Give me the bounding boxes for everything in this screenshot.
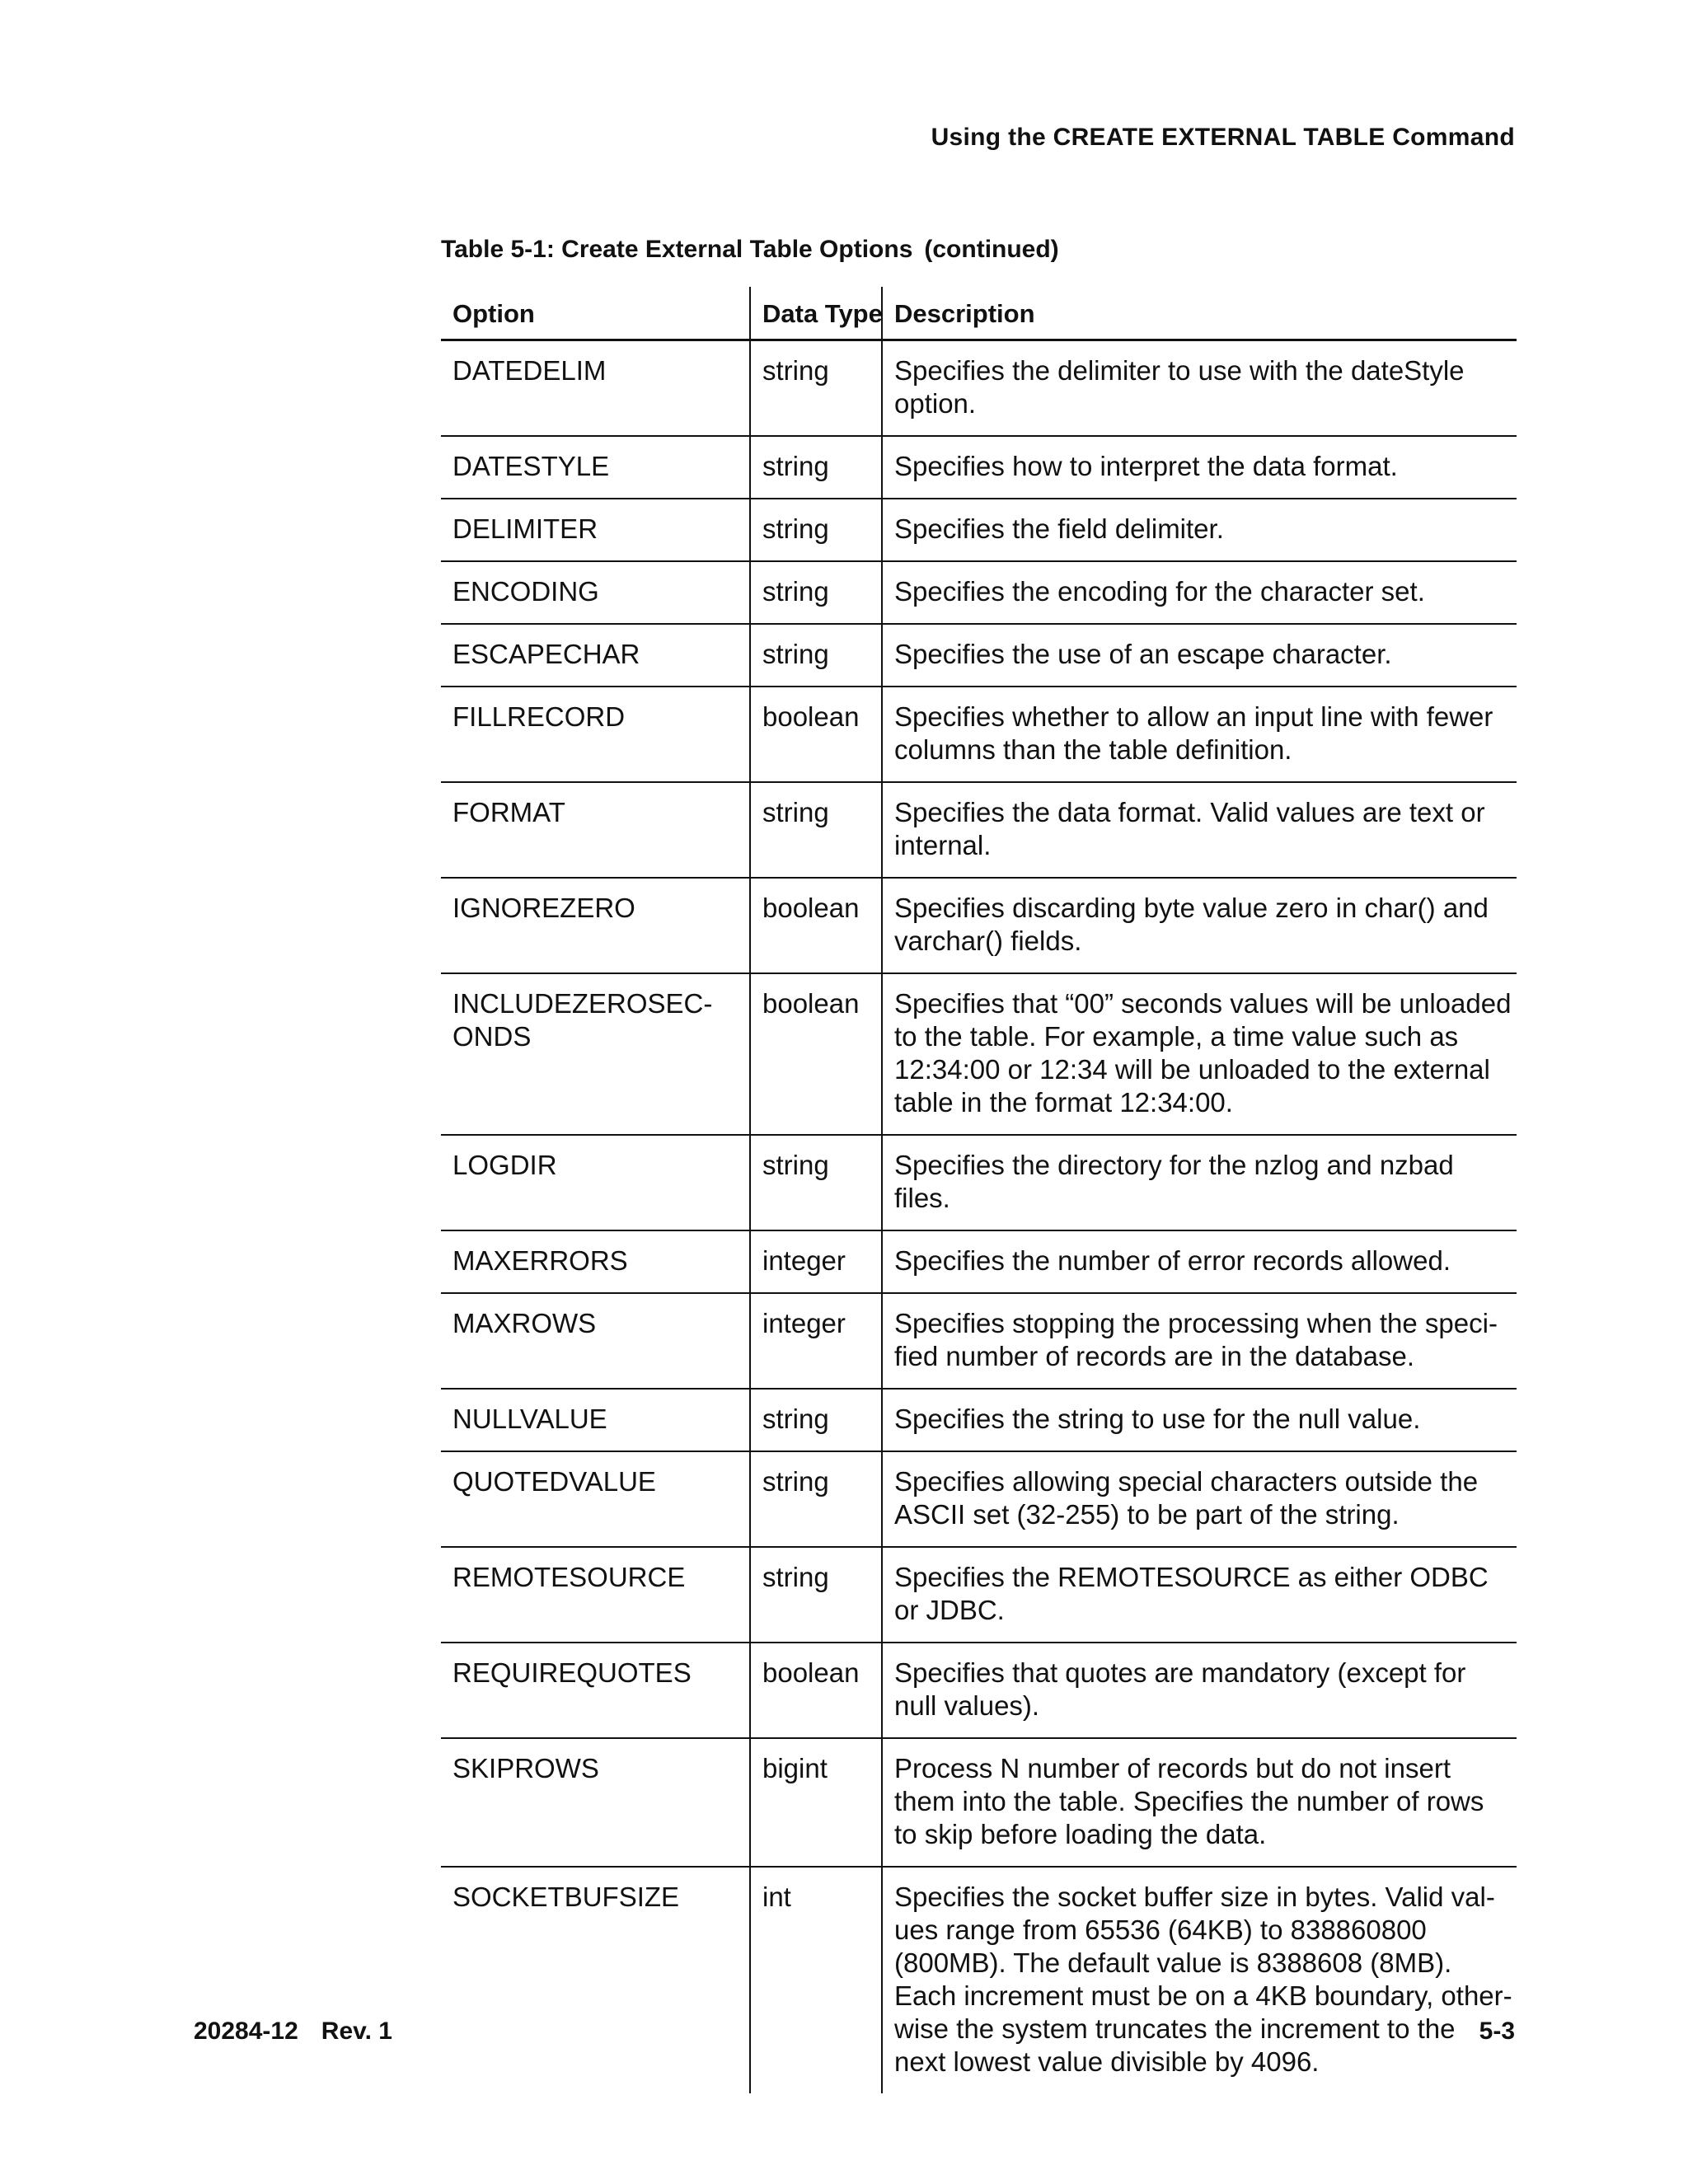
- description-cell: Specifies that quotes are mandatory (except for null values).: [882, 1643, 1517, 1738]
- description-cell: Specifies allowing special characters outside the ASCII set (32-255) to be part of the string.: [882, 1451, 1517, 1547]
- option-name-line: ONDS: [452, 1021, 532, 1052]
- option-cell: ESCAPECHAR: [441, 624, 750, 687]
- column-header-data-type: Data Type: [750, 287, 882, 340]
- table-row: [441, 561, 1517, 624]
- option-cell: REMOTESOURCE: [441, 1547, 750, 1643]
- data-type-cell: integer: [750, 1293, 882, 1389]
- description-cell: Specifies the socket buffer size in bytes. Valid val-ues range from 65536 (64KB) to 838860800 (800MB). The default value is 8388608 (8MB). Each increment must be on a 4KB boundary, other-wise the system truncates the increment to the next lowest value divisible by 4096.: [882, 1867, 1517, 2093]
- table-row: [441, 782, 1517, 878]
- description-cell: Specifies the use of an escape character.: [882, 624, 1517, 687]
- description-cell: Process N number of records but do not insert them into the table. Specifies the number of rows to skip before loading the data.: [882, 1738, 1517, 1867]
- table-body: [441, 340, 1517, 2094]
- description-cell: Specifies how to interpret the data format.: [882, 436, 1517, 499]
- table-row: [441, 1451, 1517, 1547]
- table-row: [441, 1867, 1517, 2093]
- option-cell: IGNOREZERO: [441, 878, 750, 973]
- description-cell: Specifies the field delimiter.: [882, 499, 1517, 561]
- description-cell: Specifies whether to allow an input line with fewer columns than the table definition.: [882, 687, 1517, 782]
- data-type-cell: string: [750, 436, 882, 499]
- option-cell: [441, 973, 750, 1135]
- data-type-cell: int: [750, 1867, 882, 2093]
- description-cell: Specifies the string to use for the null value.: [882, 1389, 1517, 1451]
- option-cell: ENCODING: [441, 561, 750, 624]
- data-type-cell: string: [750, 782, 882, 878]
- option-cell: DATEDELIM: [441, 340, 750, 437]
- running-header: Using the CREATE EXTERNAL TABLE Command: [931, 124, 1515, 151]
- description-cell: Specifies the data format. Valid values are text or internal.: [882, 782, 1517, 878]
- data-type-cell: string: [750, 1451, 882, 1547]
- option-cell: FORMAT: [441, 782, 750, 878]
- data-type-cell: boolean: [750, 687, 882, 782]
- table-caption-continued: (continued): [924, 236, 1059, 263]
- data-type-cell: integer: [750, 1230, 882, 1293]
- description-cell: Specifies that “00” seconds values will be unloaded to the table. For example, a time value such as 12:34:00 or 12:34 will be unloaded to the external table in the format 12:34:00.: [882, 973, 1517, 1135]
- data-type-cell: string: [750, 624, 882, 687]
- table-row: [441, 1643, 1517, 1738]
- table-caption: [441, 236, 1059, 264]
- table-caption-title: Table 5-1: Create External Table Options: [441, 236, 913, 263]
- option-cell: QUOTEDVALUE: [441, 1451, 750, 1547]
- revision-label: Rev. 1: [321, 2018, 392, 2045]
- page-number: 5-3: [1479, 2018, 1515, 2045]
- data-type-cell: boolean: [750, 973, 882, 1135]
- option-cell: LOGDIR: [441, 1135, 750, 1230]
- option-cell: SKIPROWS: [441, 1738, 750, 1867]
- data-type-cell: boolean: [750, 878, 882, 973]
- table-row: [441, 624, 1517, 687]
- table-row: [441, 1293, 1517, 1389]
- data-type-cell: string: [750, 1547, 882, 1643]
- description-cell: Specifies the number of error records allowed.: [882, 1230, 1517, 1293]
- table-row: [441, 1135, 1517, 1230]
- table-row: [441, 1547, 1517, 1643]
- table-row: [441, 1230, 1517, 1293]
- table-row: [441, 436, 1517, 499]
- data-type-cell: string: [750, 499, 882, 561]
- description-cell: Specifies discarding byte value zero in char() and varchar() fields.: [882, 878, 1517, 973]
- data-type-cell: string: [750, 1389, 882, 1451]
- data-type-cell: boolean: [750, 1643, 882, 1738]
- description-cell: Specifies the directory for the nzlog and nzbad files.: [882, 1135, 1517, 1230]
- options-table: [441, 287, 1517, 2093]
- option-cell: FILLRECORD: [441, 687, 750, 782]
- table-row: [441, 1389, 1517, 1451]
- option-cell: REQUIREQUOTES: [441, 1643, 750, 1738]
- description-cell: Specifies stopping the processing when the speci-fied number of records are in the database.: [882, 1293, 1517, 1389]
- description-cell: Specifies the delimiter to use with the dateStyle option.: [882, 340, 1517, 437]
- data-type-cell: string: [750, 1135, 882, 1230]
- table-row: [441, 340, 1517, 437]
- option-cell: MAXERRORS: [441, 1230, 750, 1293]
- table-row: [441, 973, 1517, 1135]
- table-row: [441, 687, 1517, 782]
- table-row: [441, 499, 1517, 561]
- data-type-cell: bigint: [750, 1738, 882, 1867]
- option-cell: NULLVALUE: [441, 1389, 750, 1451]
- document-number: 20284-12: [194, 2018, 298, 2045]
- description-cell: Specifies the encoding for the character set.: [882, 561, 1517, 624]
- column-header-option: Option: [441, 287, 750, 340]
- option-cell: SOCKETBUFSIZE: [452, 1882, 680, 1912]
- description-cell: Specifies the REMOTESOURCE as either ODBC or JDBC.: [882, 1547, 1517, 1643]
- table-row: [441, 878, 1517, 973]
- option-cell: DATESTYLE: [441, 436, 750, 499]
- table-row: [441, 1738, 1517, 1867]
- data-type-cell: string: [750, 561, 882, 624]
- page-footer-left: [194, 2018, 392, 2046]
- column-header-description: Description: [882, 287, 1517, 340]
- option-cell: DELIMITER: [441, 499, 750, 561]
- table-header-row: [441, 287, 1517, 340]
- option-name-line: INCLUDEZEROSEC-: [452, 988, 713, 1019]
- data-type-cell: string: [750, 340, 882, 437]
- option-cell: MAXROWS: [441, 1293, 750, 1389]
